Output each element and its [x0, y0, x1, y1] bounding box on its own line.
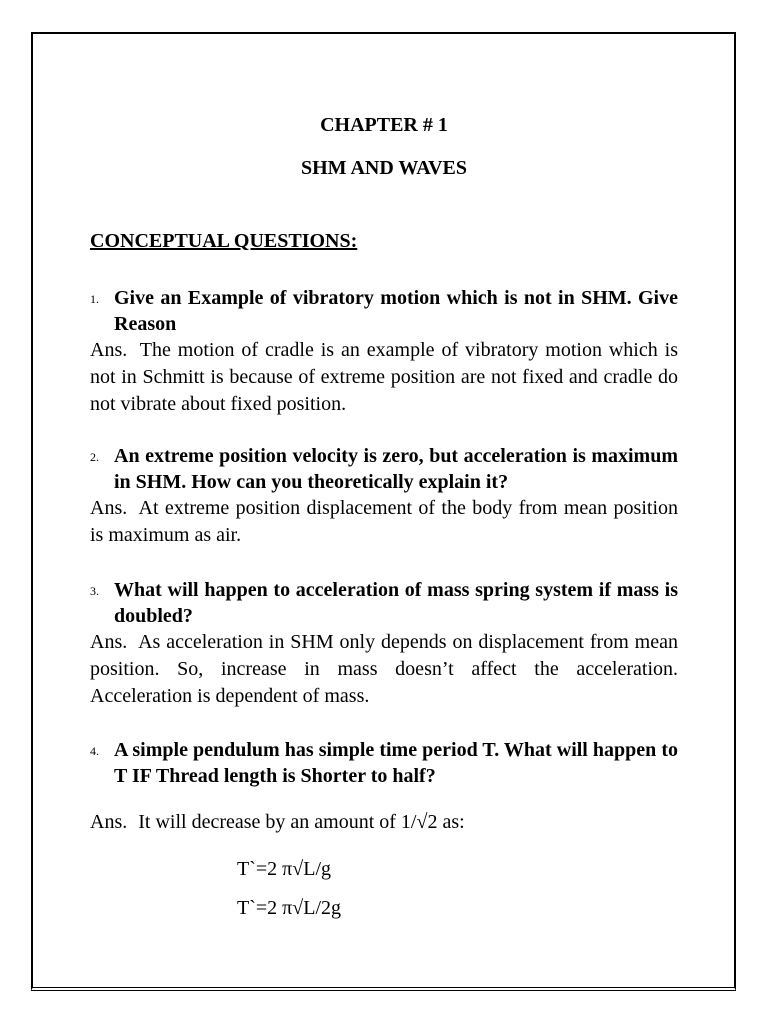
question-number: 3. — [90, 584, 99, 598]
answer-label: Ans. — [90, 631, 128, 653]
question-3 — [90, 577, 678, 629]
question-number: 1. — [90, 292, 99, 306]
question-1 — [90, 285, 678, 337]
formula-2: T`=2 π√L/2g — [237, 897, 342, 919]
answer-label: Ans. — [90, 811, 128, 833]
answer-label: Ans. — [90, 339, 128, 361]
question-block-3 — [90, 577, 678, 710]
question-4 — [90, 737, 678, 789]
answer-text: It will decrease by an amount of 1/√2 as: — [138, 811, 465, 833]
answer-text: The motion of cradle is an example of vibratory motion which is not in Schmitt is because of extreme position are not fixed and cradle do not vibrate about fixed position. — [90, 339, 678, 415]
question-block-4 — [90, 737, 678, 836]
question-text: A simple pendulum has simple time period T. What will happen to T IF Thread length is Shorter to half? — [114, 739, 678, 787]
answer-text: As acceleration in SHM only depends on displacement from mean position. So, increase in mass doesn’t affect the acceleration. Acceleration is dependent of mass. — [90, 631, 678, 707]
answer-2 — [90, 495, 678, 549]
answer-3 — [90, 629, 678, 710]
formula-1: T`=2 π√L/g — [237, 858, 332, 880]
answer-4 — [90, 809, 678, 836]
question-block-1 — [90, 285, 678, 418]
question-text: Give an Example of vibratory motion which is not in SHM. Give Reason — [114, 287, 678, 335]
chapter-subtitle: SHM AND WAVES — [301, 157, 467, 179]
question-number: 2. — [90, 450, 99, 464]
chapter-title: CHAPTER # 1 — [320, 114, 448, 136]
question-2 — [90, 443, 678, 495]
question-text: An extreme position velocity is zero, but acceleration is maximum in SHM. How can you theoretically explain it? — [114, 445, 678, 493]
answer-label: Ans. — [90, 497, 128, 519]
question-block-2 — [90, 443, 678, 549]
section-heading: CONCEPTUAL QUESTIONS: — [90, 230, 358, 252]
answer-1 — [90, 337, 678, 418]
question-number: 4. — [90, 744, 99, 758]
question-text: What will happen to acceleration of mass spring system if mass is doubled? — [114, 579, 678, 627]
answer-text: At extreme position displacement of the body from mean position is maximum as air. — [90, 497, 678, 546]
